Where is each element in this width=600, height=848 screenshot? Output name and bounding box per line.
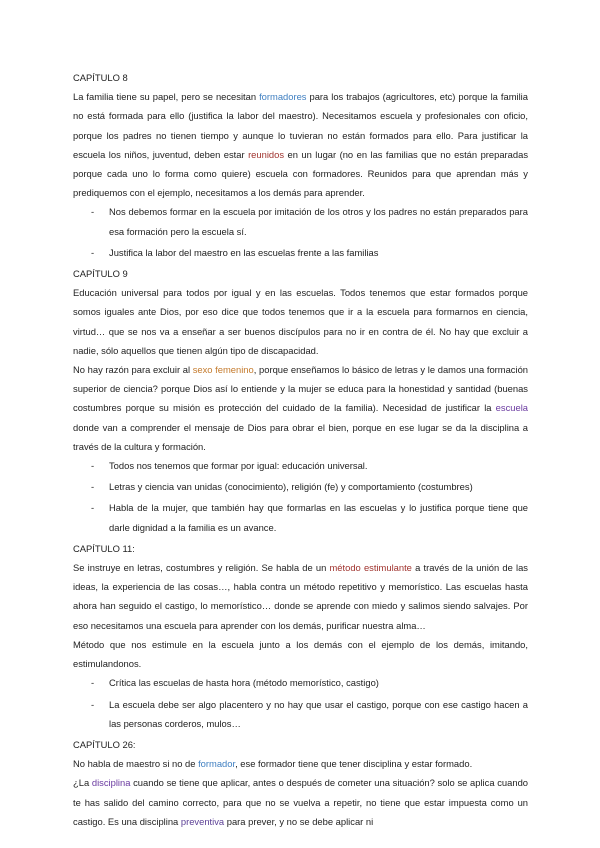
list-item-text: Letras y ciencia van unidas (conocimiento), religión (fe) y comportamiento (costumbres) [109,481,473,493]
chapter-8-heading: CAPÍTULO 8 [73,72,128,83]
list-item [91,477,528,496]
chapter-11-paragraph-1 [73,558,528,635]
keyword-formadores: formadores [259,91,307,103]
list-item-text: Crítica las escuelas de hasta hora (método memorístico, castigo) [109,677,379,689]
bullet-dash: - [91,481,95,493]
list-item-text: Justifica la labor del maestro en las escuelas frente a las familias [109,246,379,258]
chapter-8-paragraph [73,87,528,202]
text: Se instruye en letras, costumbres y religión. Se habla de un [73,562,330,574]
list-item-text: Habla de la mujer, que también hay que formarlas en las escuelas y lo justifica porque tiene que darle dignidad a la familia es un avance. [109,502,528,533]
text: para los trabajos (agricultores, etc) porque la familia no está formada para ello (justifica la labor del maestro). Necesitamos escuela y profesionales con oficio, porque los padres no tienen tiempo y aunque lo tuvieran no están formados para ello. Para justificar la escuela los niños, juventud, deben estar [73,91,528,160]
keyword-preventiva: preventiva [180,815,225,827]
bullet-dash: - [91,246,95,258]
text: No habla de maestro si no de [73,758,199,770]
text: , ese formador tiene que tener disciplina y estar formado. [235,758,473,770]
keyword-reunidos: reunidos [248,148,285,160]
chapter-26-heading: CAPÍTULO 26: [73,738,136,750]
chapter-9-heading: CAPÍTULO 9 [73,268,128,280]
keyword-disciplina: disciplina [91,777,131,789]
text: en un lugar (no en las familias que no están preparadas porque cada uno lo forma como quiere) escuela con formadores. Reunidos para que aprendan más y prediquemos con el ejemplo, necesitamos a los demás para aprender. [73,148,529,199]
chapter-26-paragraph-1 [73,754,528,773]
list-item [91,456,528,475]
chapter-9-paragraph-2 [73,360,528,456]
chapter-9-bullet-list [73,456,528,537]
chapter-11-bullet-list [73,673,528,733]
text: para prever, y no se debe aplicar ni [224,815,374,827]
list-item [91,695,528,733]
chapter-26-paragraph-2 [73,773,528,831]
bullet-dash: - [91,698,95,710]
text: No hay razón para excluir al [73,364,193,376]
text: , porque enseñamos lo básico de letras y le damos una formación superior de ciencia? porque Dios así lo entiende y la mujer se educa para la honestidad y santidad (buenas costumbres porque su misión es protección del cuidado de la familia). Necesidad de justificar la [73,364,529,414]
text: ¿La [73,777,92,789]
keyword-formador: formador [198,758,236,770]
list-item [91,202,528,240]
text: a través de la unión de las ideas, la experiencia de las cosas…, habla contra un método repetitivo y memorístico. Las escuelas hasta ahora han seguido el castigo, lo memorístico… donde se aprende con miedo y salimos siendo salvajes. Por eso necesitamos una escuela para aprender con los demás, purificar nuestra alma… [73,562,528,631]
chapter-8-bullet-list [73,202,528,262]
text: cuando se tiene que aplicar, antes o después de cometer una situación? solo se aplica cuando te has salido del camino correcto, para que no se vuelva a repetir, no tiene que estar impuesta como un castigo. Es una disciplina [73,777,528,827]
document-page [73,68,528,831]
list-item [91,243,528,262]
list-item-text: Todos nos tenemos que formar por igual: educación universal. [109,460,368,472]
bullet-dash: - [91,502,95,514]
bullet-dash: - [91,206,95,218]
keyword-escuela: escuela [495,402,528,414]
bullet-dash: - [91,460,95,472]
list-item [91,498,528,536]
chapter-9-paragraph-1: Educación universal para todos por igual y en las escuelas. Todos tenemos que estar formados porque somos iguales ante Dios, por eso dice que todos tenemos que ir a la escuela para formarnos en ciencia, virtud… que se nos va a enseñar a ser buenos discípulos para no ir en contra de él. No hay que excluir a nadie, sólo aquellos que tienen algún tipo de discapacidad. [73,287,528,356]
chapter-11-paragraph-2: Método que nos estimule en la escuela junto a los demás con el ejemplo de los demás, imitando, estimulandonos. [73,638,528,670]
keyword-sexo-femenino: sexo femenino [192,364,254,376]
list-item [91,673,528,692]
list-item-text: La escuela debe ser algo placentero y no hay que usar el castigo, porque con ese castigo hacen a las personas corderos, mulos… [109,698,528,729]
bullet-dash: - [91,677,95,689]
text: La familia tiene su papel, pero se necesitan [73,91,260,103]
list-item-text: Nos debemos formar en la escuela por imitación de los otros y los padres no están preparados para esa formación pero la escuela sí. [109,206,528,237]
text: donde van a comprender el mensaje de Dios para obrar el bien, porque en ese lugar se da la disciplina a través de la cultura y formación. [73,421,528,452]
chapter-11-heading: CAPÍTULO 11: [73,542,135,554]
keyword-metodo-estimulante: método estimulante [329,562,412,574]
